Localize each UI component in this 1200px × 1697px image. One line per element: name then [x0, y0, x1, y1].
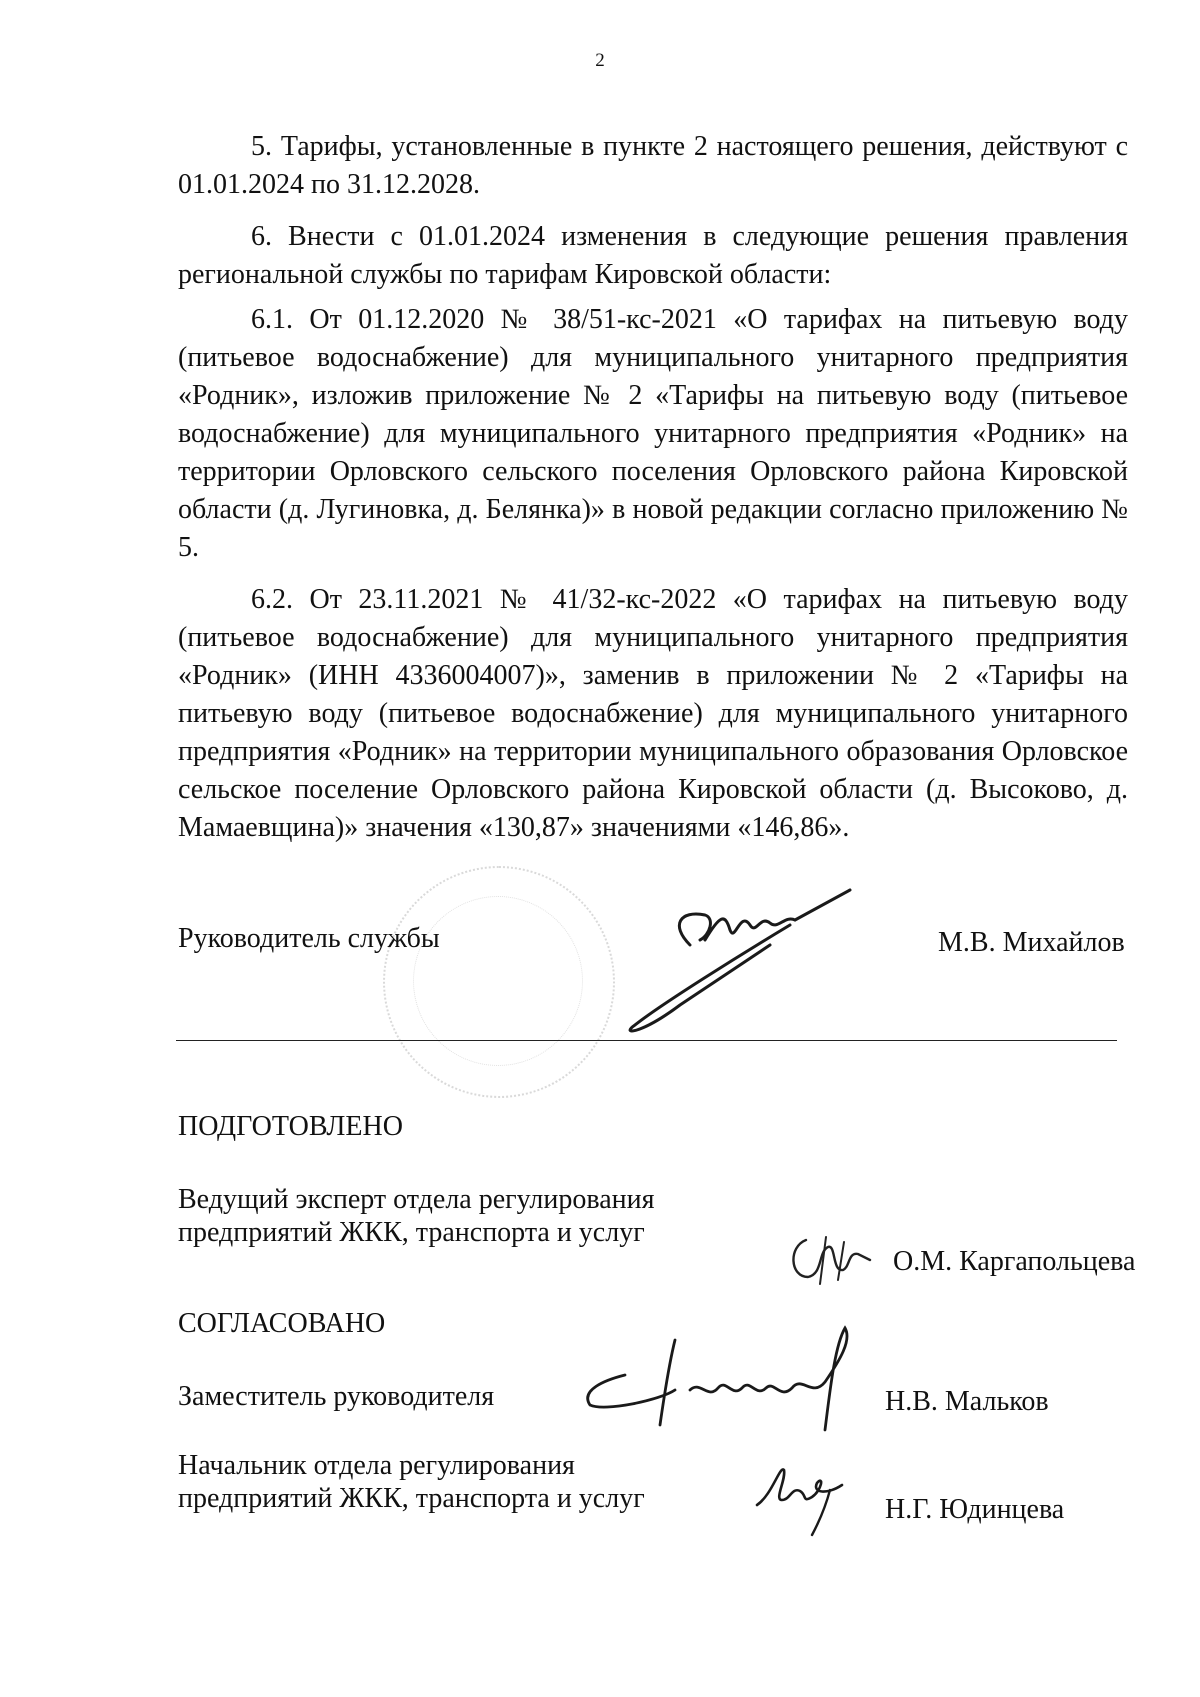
deputy-name: Н.В. Мальков [885, 1386, 1049, 1417]
agreed-heading: СОГЛАСОВАНО [178, 1308, 386, 1339]
paragraph-5: 5. Тарифы, установленные в пункте 2 настоящего решения, действуют с 01.01.2024 по 31.12.2028. [178, 131, 1128, 200]
head-department-signature-icon [752, 1455, 852, 1540]
paragraph-6: 6. Внести с 01.01.2024 изменения в следующие решения правления региональной службы по тарифам Кировской области: [178, 221, 1128, 290]
prepared-heading: ПОДГОТОВЛЕНО [178, 1111, 403, 1142]
prepared-position-line1: Ведущий эксперт отдела регулирования [178, 1184, 655, 1215]
prepared-signature-icon [788, 1232, 878, 1287]
head-name: М.В. Михайлов [938, 927, 1125, 958]
paragraph-6-2: 6.2. От 23.11.2021 № 41/32-кс-2022 «О тарифах на питьевую воду (питьевое водоснабжение) для муниципального унитарного предприятия «Родник» (ИНН 4336004007)», заменив в приложении № 2 «Тарифы на питьевую воду (питьевое водоснабжение) для муниципального унитарного предприятия «Родник» на территории муниципального образования Орловское сельское поселение Орловского района Кировской области (д. Высоково, д. Мамаевщина)» значения «130,87» значениями «146,86». [178, 584, 1128, 843]
head-department-name: Н.Г. Юдинцева [885, 1494, 1065, 1525]
prepared-position-line2: предприятий ЖКК, транспорта и услуг [178, 1217, 645, 1248]
head-department-position-line1: Начальник отдела регулирования [178, 1450, 575, 1481]
head-department-position-line2: предприятий ЖКК, транспорта и услуг [178, 1483, 645, 1514]
paragraph-6-1: 6.1. От 01.12.2020 № 38/51-кс-2021 «О тарифах на питьевую воду (питьевое водоснабжение) для муниципального унитарного предприятия «Родник», изложив приложение № 2 «Тарифы на питьевую воду (питьевое водоснабжение) для муниципального унитарного предприятия «Родник» на территории Орловского сельского поселения Орловского района Кировской области (д. Лугиновка, д. Белянка)» в новой редакции согласно приложению № 5. [178, 304, 1128, 563]
page-number: 2 [595, 50, 605, 71]
prepared-name: О.М. Каргапольцева [893, 1246, 1136, 1277]
head-position: Руководитель службы [178, 923, 440, 954]
signature-divider [176, 1040, 1117, 1041]
head-signature-icon [620, 885, 860, 1035]
deputy-signature-icon [580, 1320, 880, 1435]
deputy-position: Заместитель руководителя [178, 1381, 495, 1412]
document-body [178, 128, 1128, 854]
official-stamp-icon [383, 866, 615, 1098]
